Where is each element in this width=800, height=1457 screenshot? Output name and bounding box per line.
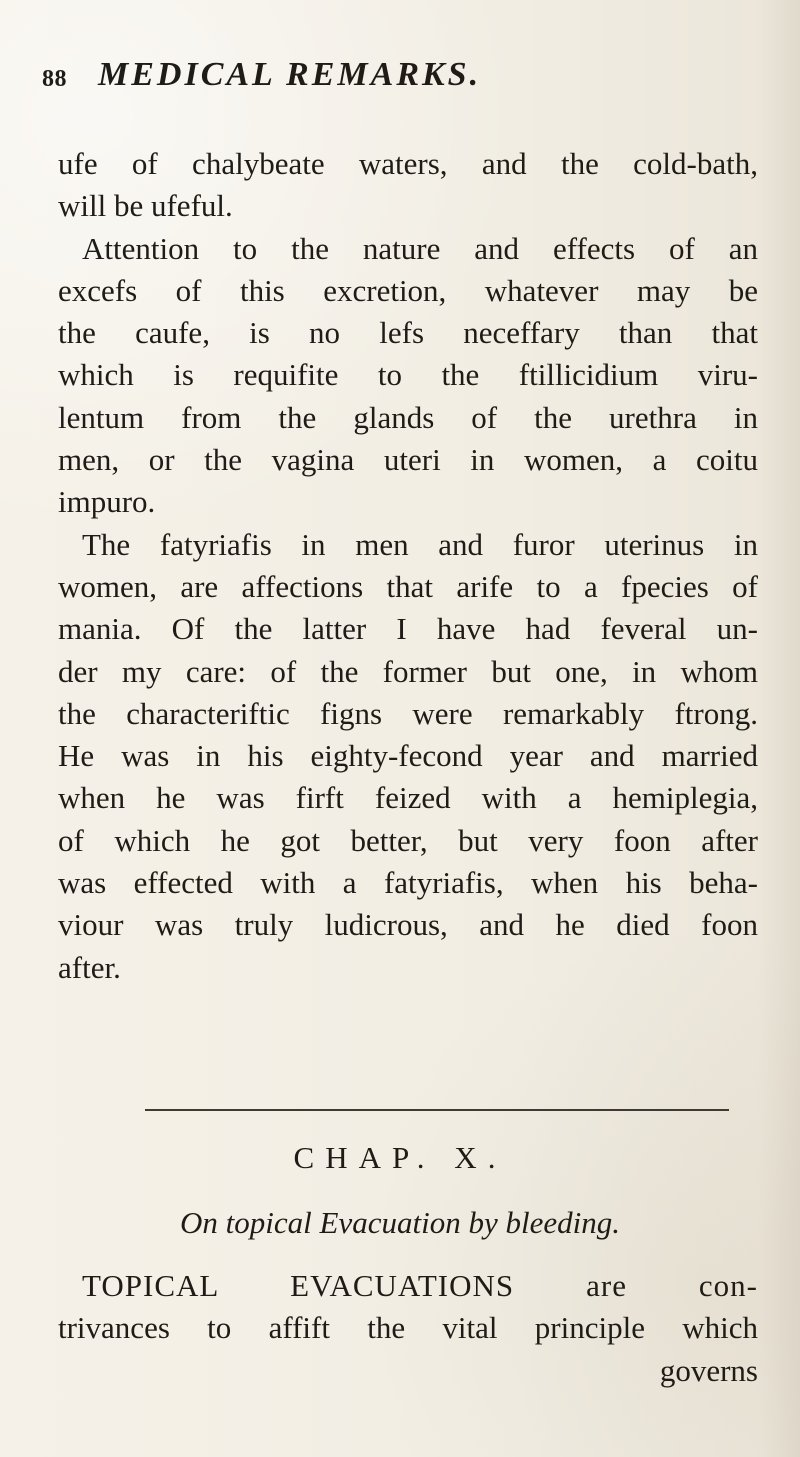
body-line-11: women, are affections that arife to a fpecies of bbox=[58, 568, 758, 604]
body-line-8: men, or the vagina uteri in women, a coitu bbox=[58, 442, 758, 478]
body-line-13: der my care: of the former but one, in whom bbox=[58, 653, 758, 689]
body-line-10: The fatyriafis in men and furor uterinus in bbox=[82, 526, 758, 562]
body-line-2: will be ufeful. bbox=[58, 188, 233, 224]
chapter-divider-rule bbox=[145, 1109, 729, 1111]
running-head: MEDICAL REMARKS. bbox=[98, 56, 482, 93]
body-line-3: Attention to the nature and effects of an bbox=[82, 230, 758, 266]
chapter-label: CHAP. X. bbox=[293, 1140, 507, 1175]
body-line-18: was effected with a fatyriafis, when his beha- bbox=[58, 865, 758, 901]
body-line-1: ufe of chalybeate waters, and the cold-bath, bbox=[58, 146, 758, 181]
body-line-17: of which he got better, but very foon after bbox=[58, 822, 758, 858]
body-line-14: the characteriftic figns were remarkably ftrong. bbox=[58, 695, 758, 731]
page-header bbox=[42, 56, 562, 106]
body-line-4: excefs of this excretion, whatever may be bbox=[58, 272, 758, 308]
chapter-opening-text bbox=[58, 1265, 758, 1392]
chapter-line-1: TOPICAL EVACUATIONS are con- bbox=[82, 1268, 758, 1303]
body-line-12: mania. Of the latter I have had feveral un- bbox=[58, 611, 758, 647]
body-line-16: when he was firft feized with a hemiplegia, bbox=[58, 780, 758, 816]
body-line-5: the caufe, is no lefs neceffary than that bbox=[58, 315, 758, 351]
body-line-15: He was in his eighty-fecond year and married bbox=[58, 738, 758, 774]
main-text-block bbox=[58, 143, 758, 989]
chapter-title: On topical Evacuation by bleeding. bbox=[180, 1205, 620, 1240]
chapter-line-3: governs bbox=[659, 1352, 758, 1388]
chapter-line-2: trivances to affift the vital principle which bbox=[58, 1310, 758, 1346]
body-line-6: which is requifite to the ftillicidium viru- bbox=[58, 357, 758, 393]
page-number: 88 bbox=[42, 66, 67, 92]
body-line-9: impuro. bbox=[58, 484, 156, 520]
body-line-7: lentum from the glands of the urethra in bbox=[58, 399, 758, 435]
body-line-20: after. bbox=[58, 949, 121, 985]
body-line-19: viour was truly ludicrous, and he died foon bbox=[58, 907, 758, 943]
